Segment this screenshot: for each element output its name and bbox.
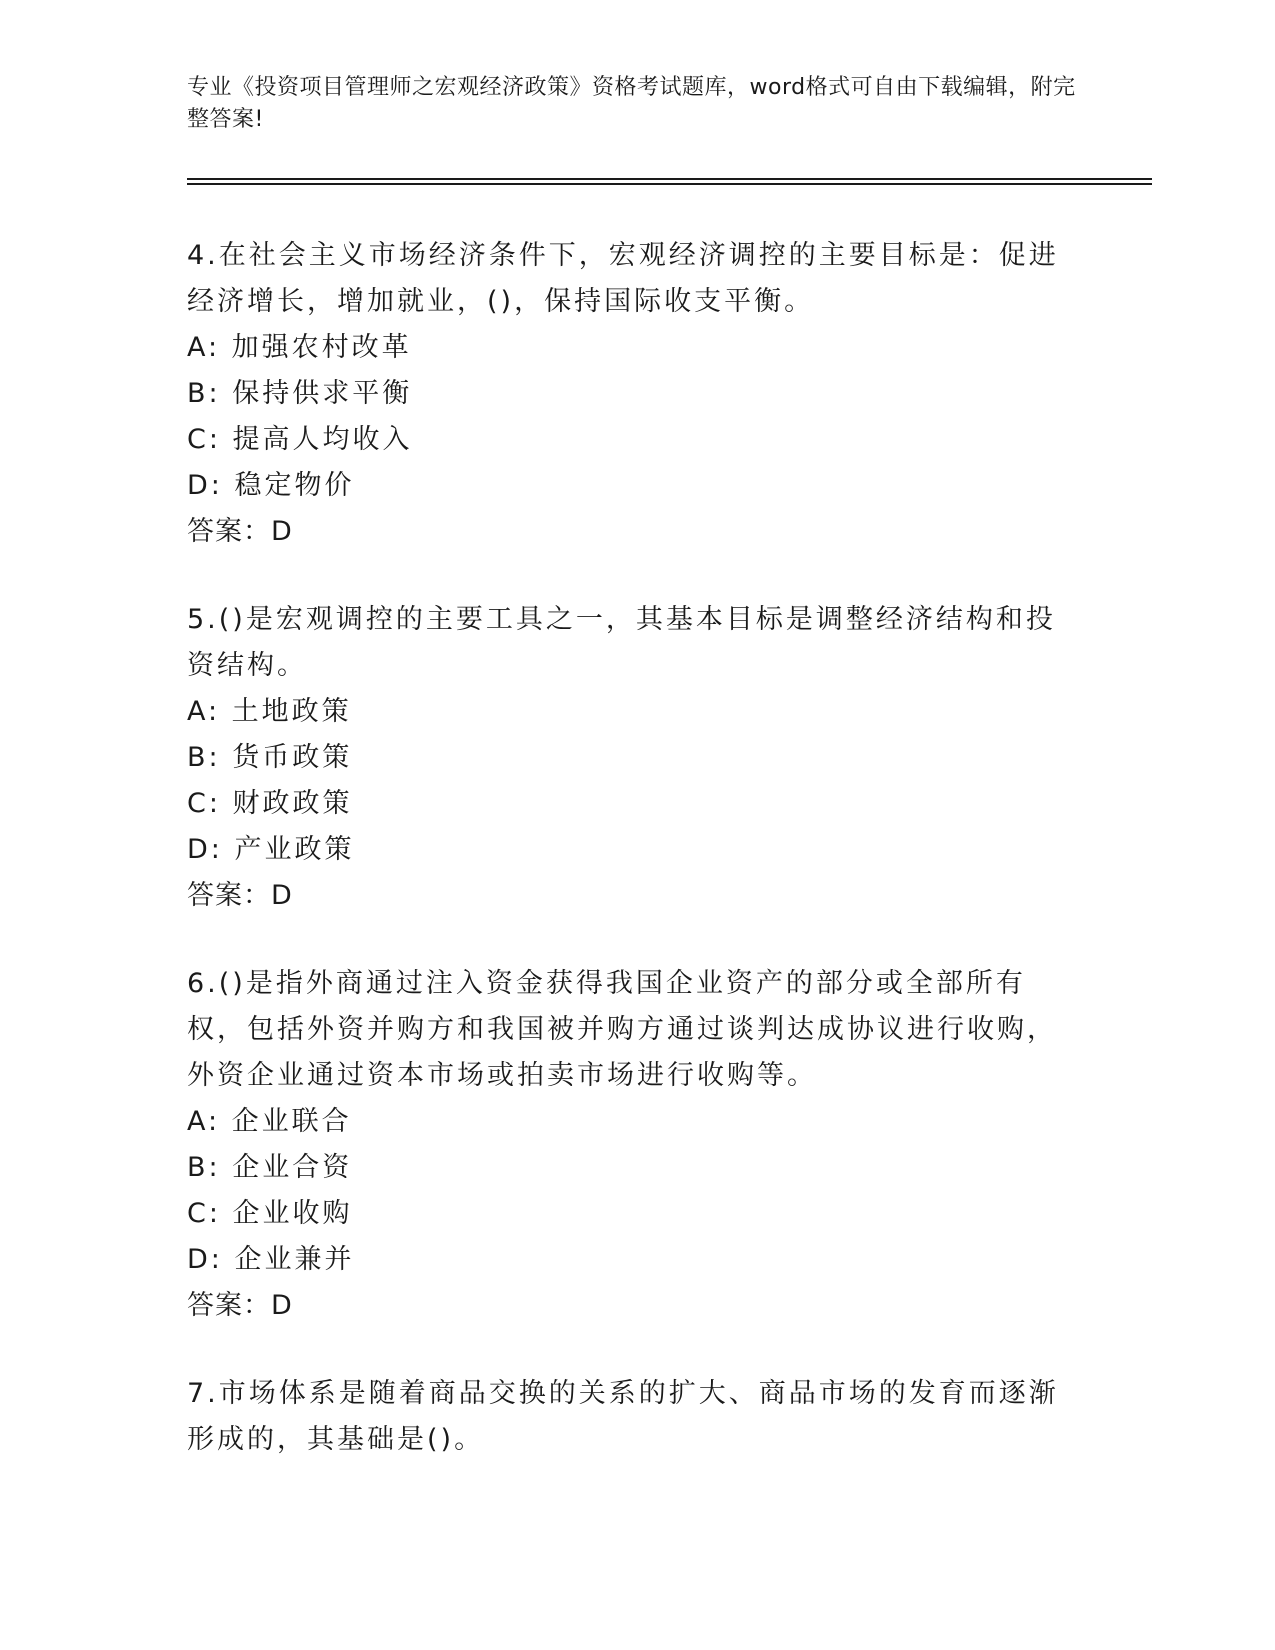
option-b: B: 企业合资 [187,1152,353,1183]
question-5 [187,597,1067,919]
answer-line: 答案：D [187,516,293,547]
option-a: A: 土地政策 [187,696,352,727]
option-d: D: 稳定物价 [187,470,355,501]
option-c: C: 财政政策 [187,788,353,819]
question-7 [187,1371,1067,1463]
option-a: A: 加强农村改革 [187,332,412,363]
option-d: D: 产业政策 [187,834,355,865]
option-b: B: 保持供求平衡 [187,378,413,409]
question-text: 6.()是指外商通过注入资金获得我国企业资产的部分或全部所有权，包括外资并购方和我国被并购方通过谈判达成协议进行收购，外资企业通过资本市场或拍卖市场进行收购等。 [187,968,1057,1091]
document-header: 专业《投资项目管理师之宏观经济政策》资格考试题库，word格式可自由下载编辑，附完整答案! [187,75,1076,132]
header-divider-bottom [187,183,1152,185]
answer-line: 答案：D [187,1290,293,1321]
option-a: A: 企业联合 [187,1106,352,1137]
option-c: C: 提高人均收入 [187,424,413,455]
option-c: C: 企业收购 [187,1198,353,1229]
answer-line: 答案：D [187,880,293,911]
header-divider-top [187,178,1152,180]
question-6 [187,961,1067,1329]
question-text: 5.()是宏观调控的主要工具之一，其基本目标是调整经济结构和投资结构。 [187,604,1056,681]
option-b: B: 货币政策 [187,742,353,773]
question-text: 4.在社会主义市场经济条件下，宏观经济调控的主要目标是：促进经济增长，增加就业，()，保持国际收支平衡。 [187,240,1059,317]
option-d: D: 企业兼并 [187,1244,355,1275]
question-text: 7.市场体系是随着商品交换的关系的扩大、商品市场的发育而逐渐形成的，其基础是()。 [187,1378,1059,1455]
question-4 [187,233,1067,555]
